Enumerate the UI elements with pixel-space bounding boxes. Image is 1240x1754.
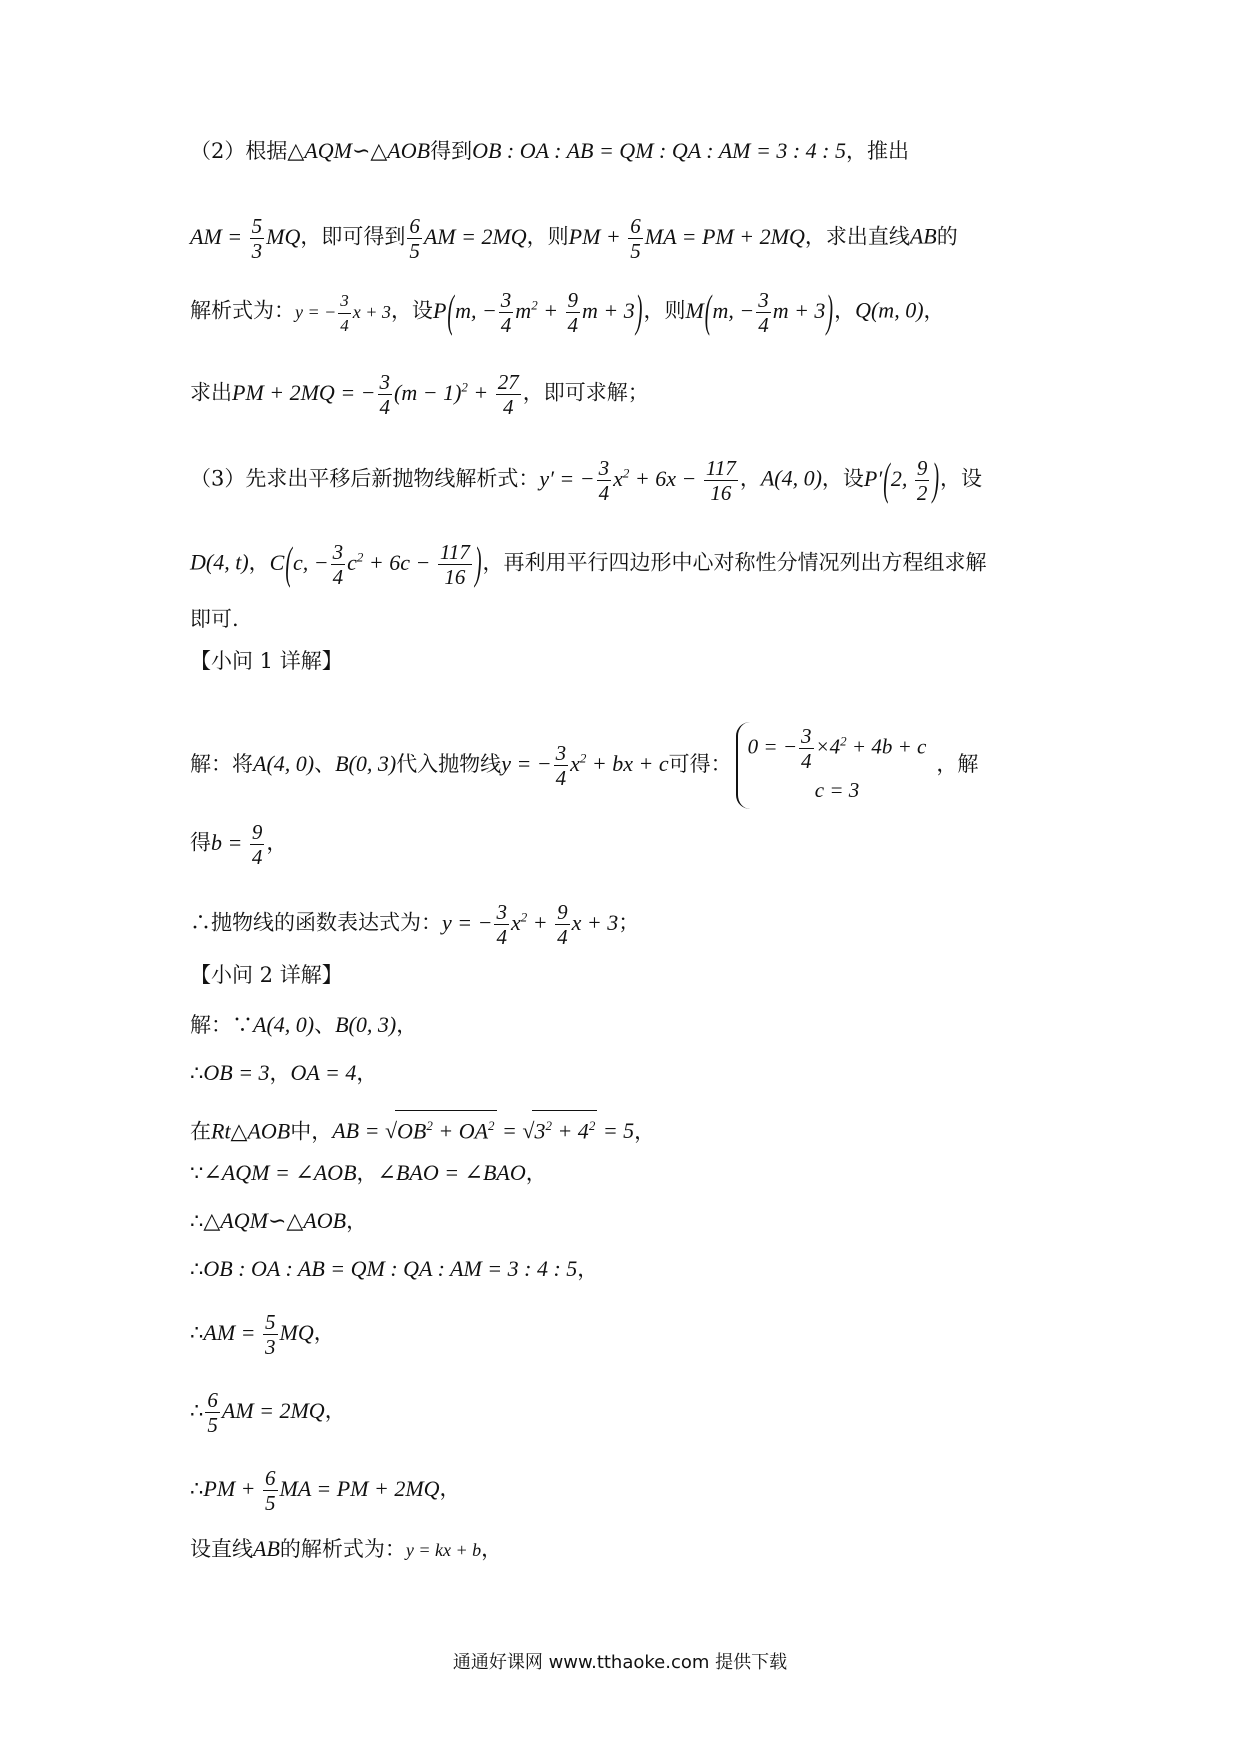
eq-parabola-final: y = − $\frac{3}{4}$ $x^2$ + $\frac{9}{4}$ x + 3	[442, 900, 619, 949]
point-p-prime: P′(2, $\frac{9}{2}$ )	[863, 454, 940, 505]
eq-65am-2: $\frac{6}{5}$ AM = 2MQ	[207, 1388, 325, 1437]
rt-triangle: Rt△AOB	[211, 1118, 291, 1144]
ratio-expression: OB : OA : AB = QM : QA : AM = 3 : 4 : 5	[472, 138, 846, 163]
eq-line-ab: y = − $\frac{3}{4}$ x + 3	[295, 290, 391, 335]
part2-end: ，推出	[845, 139, 909, 163]
sub2-line7: ∴AM = $\frac{5}{3}$ MQ，	[190, 1310, 335, 1359]
sub2-s1c: ，	[396, 1013, 418, 1037]
part3-t6: 即可.	[190, 607, 239, 631]
point-a-40: A(4, 0)	[253, 751, 315, 776]
sub1-t2: 、	[314, 752, 336, 776]
part2-line4	[190, 370, 1060, 419]
eq-similar: △AQM∽△AOB	[203, 1208, 347, 1233]
eq-angles: ∠AQM = ∠AOB	[203, 1160, 357, 1185]
sub2-line5: ∴△AQM∽△AOB，	[190, 1208, 368, 1233]
part2-l2-t1: ，即可得到	[300, 224, 406, 249]
part2-l2-t3: ，求出直线	[804, 224, 910, 249]
sub2-s5: ∴	[190, 1209, 204, 1233]
equation-system: 0 = − $\frac{3}{4}$ $\times 4^2 + 4b + c$ c = 3	[736, 722, 937, 809]
part3-line3	[190, 604, 1060, 634]
eq-b: b = $\frac{9}{4}$	[211, 820, 263, 869]
sub1-t6: 得	[190, 830, 211, 855]
sub1-t4: 可得：	[668, 752, 732, 776]
sub2-line10	[190, 1534, 1060, 1565]
sub1-line1	[190, 722, 1060, 809]
eq-new-parabola: y′ = − $\frac{3}{4}$ $x^2 + 6x$ − $\frac{117}{16}$	[539, 456, 736, 505]
sub2-s3a: 在	[190, 1119, 211, 1144]
sub2-point-b: B(0, 3)	[335, 1012, 397, 1037]
eq-am: AM = $\frac{5}{3}$ MQ	[190, 214, 301, 263]
eq-parabola: y = − $\frac{3}{4}$ $x^2$ + bx + c	[501, 741, 669, 791]
sub1-t5: ，解	[936, 752, 979, 776]
part2-l3-t4: ，	[834, 298, 856, 323]
part3-line1: （3）先求出平移后新抛物线解析式：y′ = − $\frac{3}{4}$ $x^2 + 6x$ − $\frac{117}{16}$ ，A(4, 0)，设P′(2, $\frac{9}{2}$ )，设	[190, 454, 983, 505]
sub2-s6: ∴	[190, 1257, 204, 1281]
sub2-point-a: A(4, 0)	[253, 1012, 315, 1037]
part2-l4-t1: 求出	[190, 380, 232, 405]
point-m: M(m, − $\frac{3}{4}$ m + 3)	[685, 286, 834, 337]
part3-t5: ，再利用平行四边形中心对称性分情况列出方程组求解	[482, 550, 987, 575]
sub2-s4: ∵	[190, 1161, 204, 1185]
sub2-s8: ∴	[190, 1398, 204, 1423]
eq-ab-length: AB = $√OB^2 + OA^2 = √3^2 + 4^2 = 5$	[332, 1118, 634, 1143]
part2-line2	[190, 214, 1060, 263]
sub2-line8: ∴ $\frac{6}{5}$ AM = 2MQ，	[190, 1388, 346, 1437]
eq-pm-2: PM + $\frac{6}{5}$ MA = PM + 2MQ	[203, 1466, 440, 1515]
eq-kx-b: y = kx + b	[405, 1540, 482, 1560]
sub2-s9: ∴	[190, 1476, 204, 1501]
sub2-line6: ∴OB : OA : AB = QM : QA : AM = 3 : 4 : 5，	[190, 1256, 599, 1281]
point-p: P(m, − $\frac{3}{4}$ $m^2$ + $\frac{9}{4}$ m + 3)	[432, 286, 643, 337]
eq-am-2: AM = $\frac{5}{3}$ MQ	[203, 1310, 314, 1359]
sub2-s2: ∴	[190, 1061, 204, 1085]
eq-ob-oa: OB = 3	[203, 1060, 270, 1085]
part3-t2: ，	[739, 466, 761, 491]
part2-mid: 得到	[430, 139, 473, 163]
point-d: D(4, t)	[190, 549, 249, 575]
sub2-s10c: 的解析式为：	[279, 1537, 406, 1561]
sub2-s10d: ，	[481, 1537, 503, 1561]
part2-lead: （2）根据	[190, 139, 288, 163]
point-b-03: B(0, 3)	[335, 751, 397, 776]
point-a: A(4, 0)	[760, 465, 822, 491]
part2-l2-t2: ，则	[526, 224, 569, 249]
eq-65am: $\frac{6}{5}$ AM = 2MQ	[409, 214, 527, 263]
sub2-heading: 【小问 2 详解】	[190, 963, 343, 987]
part2-line1	[190, 136, 1060, 166]
part2-l2-t5: 的	[936, 224, 958, 249]
part2-l4-t2: ，即可求解；	[522, 380, 649, 405]
part3-t3: ，设	[821, 466, 864, 491]
eq-oa: OA = 4	[290, 1060, 357, 1085]
part2-l2-ab: AB	[909, 223, 937, 249]
sub2-s7: ∴	[190, 1320, 204, 1345]
sub2-s10a: 设直线	[190, 1537, 253, 1561]
point-q: Q(m, 0)	[855, 297, 924, 323]
sub2-line4: ∵∠AQM = ∠AOB，∠BAO = ∠BAO，	[190, 1160, 547, 1185]
sub2-line1	[190, 1010, 1060, 1040]
similar-relation: △AQM∽△AOB	[287, 138, 431, 163]
part3-t1: （3）先求出平移后新抛物线解析式：	[190, 466, 540, 491]
sub1-t1: 解：将	[190, 752, 253, 776]
eq-ratio-2: OB : OA : AB = QM : QA : AM = 3 : 4 : 5	[203, 1256, 578, 1281]
sub1-t7: ，	[266, 830, 288, 855]
point-c: C(c, − $\frac{3}{4}$ $c^2 + 6c$ − $\frac{117}{16}$ )	[269, 538, 482, 589]
part3-t4: ，	[248, 550, 270, 575]
sub1-heading: 【小问 1 详解】	[190, 649, 343, 673]
part3-line2	[190, 540, 1060, 589]
sub1-line3	[190, 900, 1060, 949]
footer: 通通好课网 www.tthaoke.com 提供下载	[452, 1652, 788, 1673]
sub2-line9: ∴PM + $\frac{6}{5}$ MA = PM + 2MQ，	[190, 1466, 461, 1515]
part2-l3-t2: ，设	[390, 298, 433, 323]
part2-l3-t3: ，则	[643, 298, 686, 323]
part2-line3: 解析式为：y = − $\frac{3}{4}$ x + 3，设P(m, − $\frac{3}{4}$ $m^2$ + $\frac{9}{4}$ m + 3)，则M(m, − $\frac{3}{4}$ m + 3)，Q(m, 0)，	[190, 286, 945, 337]
sub2-s10b: AB	[253, 1536, 280, 1561]
sub2-line3: 在Rt△AOB中，AB = $√OB^2 + OA^2 = √3^2 + 4^2 = 5$，	[190, 1110, 1060, 1146]
eq-angle-bao: ∠BAO = ∠BAO	[377, 1160, 526, 1185]
sub1-t3: 代入抛物线	[396, 752, 502, 776]
sub2-s1b: 、	[314, 1013, 336, 1037]
sub1-line2	[190, 820, 1060, 869]
eq-pm: PM + $\frac{6}{5}$ MA = PM + 2MQ	[568, 214, 805, 263]
sub2-s3b: 中，	[290, 1119, 333, 1144]
sub1-t8: ∴抛物线的函数表达式为：	[190, 910, 442, 935]
sub1-t9: ；	[618, 910, 640, 935]
sub2-line2: ∴OB = 3，OA = 4，	[190, 1060, 378, 1085]
eq-pm-2mq: PM + 2MQ = − $\frac{3}{4}$ $(m - 1)^2$ + $\frac{27}{4}$	[232, 370, 519, 419]
sub2-s1: 解：∵	[190, 1013, 253, 1037]
part2-l3-t1: 解析式为：	[190, 298, 295, 323]
